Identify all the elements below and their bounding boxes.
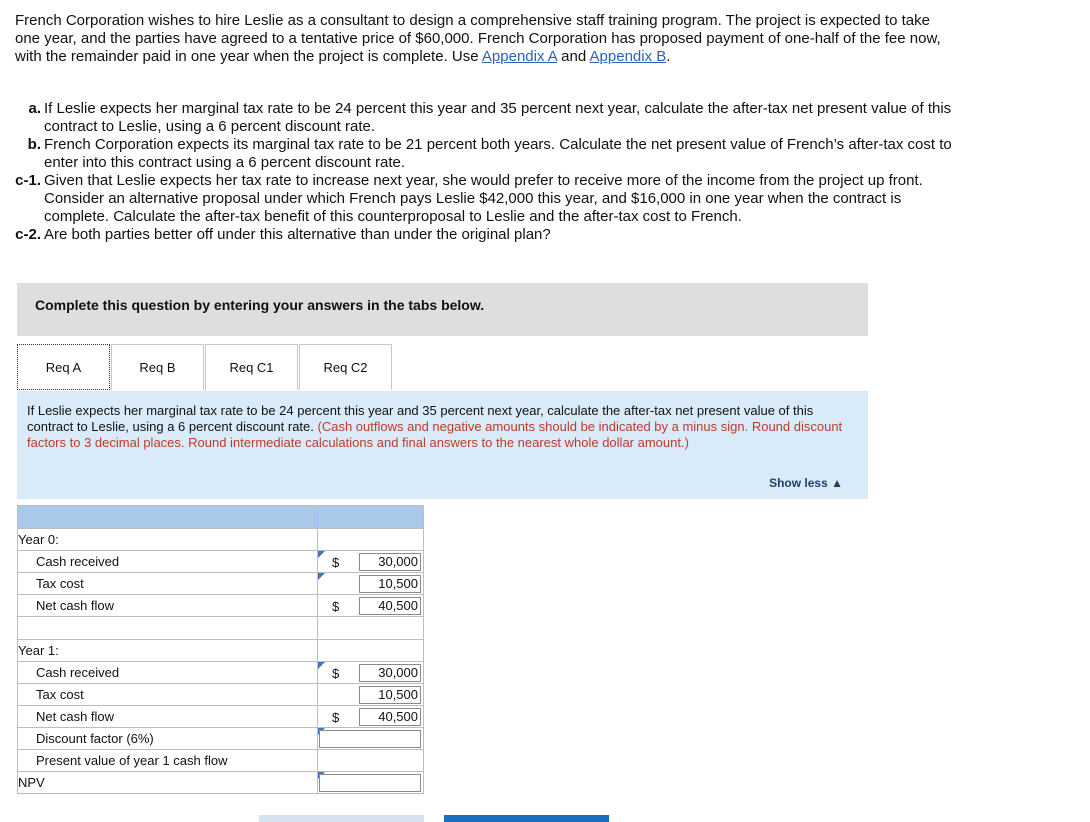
table-cell [18,617,318,640]
flag-marker [318,551,325,558]
row-label: Net cash flow [18,706,318,728]
intro-and: and [557,48,590,65]
table-cell [318,551,424,573]
appendix-a-link[interactable]: Appendix A [481,48,557,65]
table-header-row [18,506,424,529]
question-body: If Leslie expects her marginal tax rate to be 24 percent this year and 35 percent next year, calculate the after-tax net present value of this contract to Leslie, using a 6 percent discount rate. [27,403,814,434]
table-cell [318,529,424,551]
table-cell [318,728,424,750]
table-row [18,617,424,640]
table-cell [318,706,424,728]
table-cell [318,662,424,684]
table-row [18,750,424,772]
table-row [18,706,424,728]
table-cell [318,750,424,772]
table-row [18,529,424,551]
net-cash-flow-y0-value: 40,500 [359,597,421,615]
year-1-label: Year 1: [18,640,318,662]
table-row [18,551,424,573]
header-cell [18,506,318,529]
intro-period: . [666,48,671,65]
row-label: Net cash flow [18,595,318,617]
part-c2 [15,226,960,244]
row-label: Tax cost [18,684,318,706]
year-0-label: Year 0: [18,529,318,551]
part-a [15,100,960,136]
part-text: French Corporation expects its marginal tax rate to be 21 percent both years. Calculate the net present value of French’s after-tax cost to enter into this contract using a 6 percent discount rate. [44,136,952,171]
table-row [18,573,424,595]
part-label: a. [28,100,41,117]
discount-factor-input[interactable] [319,730,421,748]
table-row [18,772,424,794]
dollar-sign: $ [332,666,340,681]
table-cell [318,684,424,706]
question-panel [17,391,868,499]
header-cell [318,506,424,529]
answer-table [17,505,424,794]
tab-req-c1[interactable]: Req C1 [205,344,298,390]
table-row [18,684,424,706]
tax-cost-y0-input[interactable]: 10,500 [359,575,421,593]
table-cell [318,772,424,794]
part-label: c-1. [15,172,41,189]
part-text: Given that Leslie expects her tax rate to increase next year, she would prefer to receive more of the income from the project up front. Consider an alternative proposal under which French pays Leslie $42,000 this year, and $16,000 in one year when the contract is complete. Calculate the after-tax benefit of this counterproposal to Leslie and the after-tax cost to French. [44,172,923,225]
tax-cost-y1-input[interactable]: 10,500 [359,686,421,704]
show-less-link[interactable]: Show less ▲ [769,476,843,490]
dollar-sign: $ [332,599,340,614]
problem-intro [15,12,955,66]
row-label: Discount factor (6%) [18,728,318,750]
table-row [18,595,424,617]
prev-button[interactable] [259,815,424,822]
dollar-sign: $ [332,555,340,570]
question-note: (Cash outflows and negative amounts should be indicated by a minus sign. Round discount factors to 3 decimal places. Round intermediate calculations and final answers to the nearest whole dollar amount.) [27,419,843,450]
row-label: Tax cost [18,573,318,595]
flag-marker [318,662,325,669]
tab-req-b[interactable]: Req B [111,344,204,390]
question-text [27,403,862,451]
tab-req-c2[interactable]: Req C2 [299,344,392,390]
row-label: Present value of year 1 cash flow [18,750,318,772]
npv-label: NPV [18,772,318,794]
row-label: Cash received [18,662,318,684]
part-label: c-2. [15,226,41,243]
tab-req-a[interactable]: Req A [17,344,110,390]
dollar-sign: $ [332,710,340,725]
part-c1 [15,172,960,226]
part-label: b. [27,136,41,153]
part-b [15,136,960,172]
table-cell [318,573,424,595]
part-text: If Leslie expects her marginal tax rate to be 24 percent this year and 35 percent next year, calculate the after-tax net present value of this contract to Leslie, using a 6 percent discount rate. [44,100,952,135]
table-row [18,662,424,684]
cash-received-y1-input[interactable]: 30,000 [359,664,421,682]
appendix-b-link[interactable]: Appendix B [589,48,667,65]
table-cell [318,595,424,617]
net-cash-flow-y1-value: 40,500 [359,708,421,726]
instruction-banner [17,283,868,336]
problem-parts [15,100,960,244]
table-row [18,728,424,750]
npv-input[interactable] [319,774,421,792]
cash-received-y0-input[interactable]: 30,000 [359,553,421,571]
flag-marker [318,573,325,580]
next-button[interactable] [444,815,609,822]
intro-text: French Corporation wishes to hire Leslie as a consultant to design a comprehensive staff training program. The project is expected to take one year, and the parties have agreed to a tentative price of $60,000. French Corporation has proposed payment of one-half of the fee now, with the remainder paid in one year when the project is complete. Use [15,12,941,65]
table-row [18,640,424,662]
requirement-tabs [17,344,393,391]
row-label: Cash received [18,551,318,573]
instruction-text: Complete this question by entering your answers in the tabs below. [35,297,485,313]
part-text: Are both parties better off under this alternative than under the original plan? [44,226,551,243]
table-cell [318,640,424,662]
table-cell [318,617,424,640]
